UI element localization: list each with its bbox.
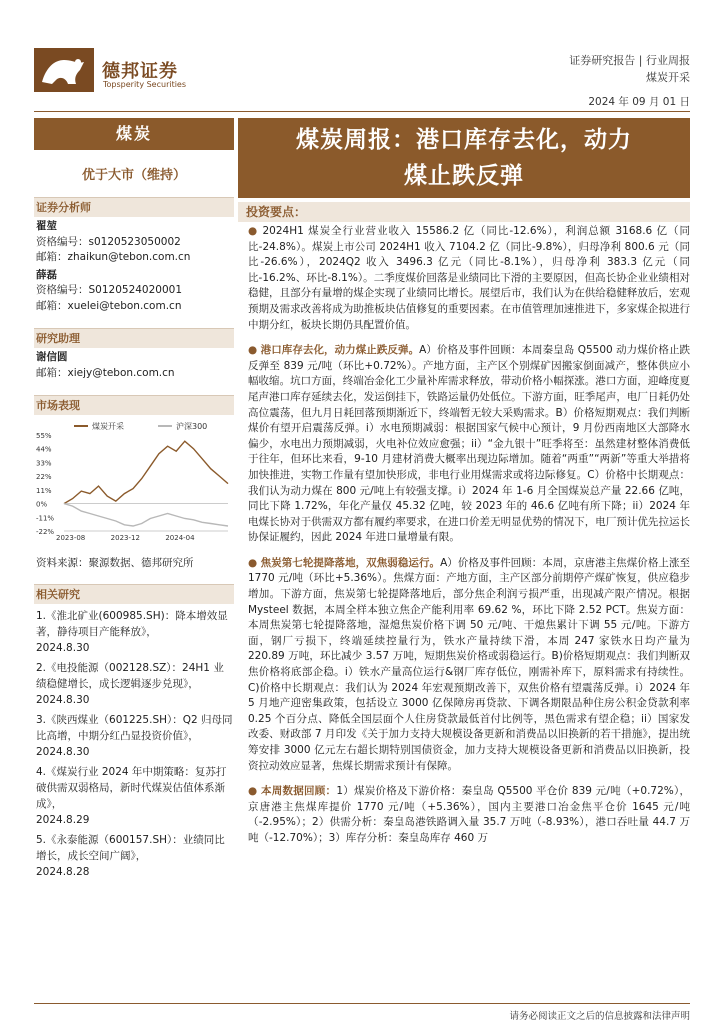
analyst-name: 薛磊: [36, 268, 57, 281]
paragraph-thermal-coal: ● 港口库存去化，动力煤止跌反弹。A）价格及事件回顾：本周秦皇岛 Q5500 动力煤价格止跌反弹至 839 元/吨（环比+0.72%）。产地方面，主产区个别煤矿因搬家倒面减产，整体供应小幅收缩。坑口方面，终端冶金化工少量补库需求释放，带动价格小幅探涨。港口方面，迎峰度夏尾声港口库存延续去化，发运倒挂下，铁路运量仍处低位。下游方面，旺季尾声，电厂日耗仍处高位震荡，但九月日耗回落预期渐近下，终端暂无较大采购需求。B）价格短期观点：我们判断煤价有望开启震荡反弹。i）水电预期减弱：根据国家气候中心预计，9 月份西南地区大部降水偏少，水电出力预期减弱，火电补位效应愈强；ii）“金九银十”旺季将至：虽然建材整体消费低于往年，但环比来看，9-10 月建材消费大概率出现边际增加。随着“两重”“两新”等重大举措将加快推进，实物工作量有望加快形成，非电行业用煤需求或将边际修复。C）价格中长期观点：我们认为动力煤在 800 元/吨上有较强支撑。i）2024 年 1-6 月全国煤炭总产量 22.66 亿吨，同比下降 1.72%，年化产量仅 45.32 亿吨，较 2023 年的 46.6 亿吨有所下降；ii）2024 年电煤长协对于供需双方都有履约率要求，在进口价差无明显优势的情况下，电厂预计优先拉运长协保证履约，因此 2024 年进口量增量有限。: [248, 344, 691, 544]
y-tick-label: 22%: [36, 473, 52, 482]
market-heading: 市场表现: [34, 395, 234, 415]
key-points-heading: 投资要点：: [238, 202, 690, 222]
analyst-cert: 资格编号：s0120523050002: [36, 235, 181, 248]
market-chart-svg: [34, 419, 234, 551]
report-body: [248, 224, 690, 857]
footer-divider: [34, 1003, 690, 1004]
series-line: [64, 441, 228, 503]
related-item[interactable]: [36, 832, 234, 880]
bullet-icon: ●: [248, 556, 261, 569]
bullet-icon: ●: [248, 785, 262, 798]
footer-disclaimer: 请务必阅读正文之后的信息披露和法律声明: [509, 1011, 690, 1022]
related-date: 2024.8.30: [36, 694, 90, 706]
related-list: [34, 608, 234, 880]
industry-name: 煤炭开采: [646, 71, 690, 84]
y-tick-label: 0%: [36, 500, 48, 509]
related-heading: 相关研究: [34, 584, 234, 604]
y-tick-label: 44%: [36, 445, 52, 454]
assistant-email: 邮箱：xiejy@tebon.com.cn: [36, 366, 175, 379]
chart-source: 资料来源：聚源数据、德邦研究所: [36, 557, 194, 569]
assistant: [34, 350, 234, 381]
header-divider: [34, 111, 690, 112]
y-tick-label: 33%: [36, 459, 52, 468]
assistant-heading: 研究助理: [34, 328, 234, 348]
analyst-1: [34, 219, 234, 266]
rating-label: 优于大市（维持）: [81, 168, 186, 183]
related-item[interactable]: [36, 712, 234, 760]
x-tick-label: 2023-08: [56, 534, 86, 542]
related-title: 1.《淮北矿业(600985.SH)：降本增效显著，静待项目产能释放》，: [36, 610, 228, 638]
related-title: 4.《煤炭行业 2024 年中期策略：复苏打破供需双弱格局，新时代煤炭估值体系渐成》，: [36, 766, 227, 810]
paragraph-heading: 焦炭第七轮提降落地，双焦弱稳运行。: [260, 556, 441, 569]
x-tick-label: 2024-04: [165, 534, 195, 542]
y-tick-label: -22%: [36, 528, 55, 536]
title-line-2: 煤止跌反弹: [404, 163, 524, 189]
bullet-icon: ●: [248, 225, 263, 237]
analysts-heading: 证券分析师: [34, 197, 234, 217]
related-date: 2024.8.28: [36, 866, 90, 878]
legend-label: 煤炭开采: [92, 422, 124, 431]
bullet-icon: ●: [248, 344, 261, 357]
paragraph-weekly-data: ● 本周数据回顾：1）煤炭价格及下游价格：秦皇岛 Q5500 平仓价 839 元/吨（+0.72%），京唐港主焦煤库提价 1770 元/吨（+5.36%），国内主要港口冶金焦平仓价 1645 元/吨（-2.95%）；2）供需分析：秦皇岛港铁路调入量 35.7 万吨（-8.93%），港口吞吐量 44.7 万吨（-12.70%）；3）库存分析：秦皇岛库存 460 万: [248, 785, 691, 844]
paragraph-heading: 本周数据回顾：: [261, 785, 337, 798]
paragraph-coking-coal: ● 焦炭第七轮提降落地，双焦弱稳运行。A）价格及事件回顾：本周，京唐港主焦煤价格上涨至 1770 元/吨（环比+5.36%）。焦煤方面：产地方面，主产区部分前期停产煤矿恢复，供应稳步增加。下游方面，焦炭第七轮提降落地后，部分焦企利润亏损严重，出现减产限产情况。根据 Mysteel 数据，本周全样本独立焦企产能利用率 69.62 %，环比下降 2.52 PCT。焦炭方面：本周焦炭第七轮提降落地，湿熄焦炭价格下调 50 元/吨、干熄焦累计下调 55 元/吨。下游方面，钢厂亏损下，终端延续控量行为，铁水产量持续下滑，本周 247 家铁水日均产量为 220.89 万吨，环比减少 3.57 万吨，短期焦炭价格或弱稳运行。B)价格短期观点：我们判断双焦价格将底部企稳。i）铁水产量高位运行&钢厂库存低位，刚需补库下，原料需求有持续性。C)价格中长期观点：我们认为 2024 年宏观预期改善下，双焦价格有望震荡反弹。i）2024 年 5 月地产迎密集政策，包括设立 3000 亿保障房再贷款、下调各期限品种住房公积金贷款利率 0.25 个百分点、降低全国层面个人住房贷款最低首付比例等，黑色需求有望企稳；ii）国家发改委、财政部 7 月印发《关于加力支持大规模设备更新和消费品以旧换新的若干措施》，提出统筹安排 3000 亿元左右超长期特别国债资金，加力支持大规模设备更新和消费品以旧换新，投资拉动效应显著，焦煤长期需求预计有保障。: [248, 556, 691, 772]
analyst-2: [34, 268, 234, 315]
title-line-1: 煤炭周报：港口库存去化，动力: [296, 127, 632, 153]
assistant-name: 谢信圆: [36, 351, 68, 363]
related-item[interactable]: [36, 660, 234, 708]
y-tick-label: 11%: [36, 486, 52, 495]
report-meta: [569, 52, 690, 86]
related-item[interactable]: [36, 764, 234, 828]
legend-label: 沪深300: [176, 422, 208, 431]
analyst-name: 翟堃: [36, 220, 57, 232]
report-header: [0, 0, 724, 112]
paragraph-summary: ● 2024H1 煤炭全行业营业收入 15586.2 亿（同比-12.6%），利润总额 3168.6 亿（同比-24.8%）。煤炭上市公司 2024H1 收入 7104.2 亿（同比-9.8%），归母净利 800.6 元（同比-26.6%），2024Q2 收入 3496.3 亿元（同比-8.1%），归母净利 383.3 亿元（同比-16.2%、环比-8.1%）。二季度煤价回落是业绩同比下滑的主要原因，但高长协企业业绩相对稳健，且部分有量增的煤企实现了业绩同比增长。展望后市，我们认为在供给稳健释放后，宏观预期及需求改善将成为助推板块估值修复的重要因素。在市值管理加速推进下，多家煤企拟进行中期分红，板块长期仍具配置价值。: [248, 225, 690, 331]
analyst-cert: 资格编号：S0120524020001: [36, 284, 183, 296]
company-logo-icon: [34, 48, 94, 92]
related-title: 3.《陕西煤业（601225.SH）：Q2 归母同比高增，中期分红凸显投资价值》，: [36, 714, 233, 742]
related-item[interactable]: [36, 608, 234, 656]
logo-subtitle: Topsperity Securities: [103, 80, 187, 89]
x-tick-label: 2023-12: [110, 534, 140, 542]
analyst-email: 邮箱：xuelei@tebon.com.cn: [36, 299, 182, 312]
logo-text: 德邦证券: [102, 61, 178, 82]
series-line: [64, 504, 228, 526]
left-sidebar: [34, 118, 234, 880]
sector-label: 煤炭: [34, 118, 234, 150]
report-title: [238, 118, 690, 198]
related-title: 2.《电投能源（002128.SZ）：24H1 业绩稳健增长，成长逻辑逐步兑现》，: [36, 662, 224, 690]
related-date: 2024.8.29: [36, 814, 90, 826]
related-title: 5.《永泰能源（600157.SH）：业绩同比增长，成长空间广阔》，: [36, 834, 225, 862]
related-date: 2024.8.30: [36, 642, 90, 654]
analyst-email: 邮箱：zhaikun@tebon.com.cn: [36, 251, 191, 263]
related-date: 2024.8.30: [36, 746, 90, 758]
report-date: 2024 年 09 月 01 日: [588, 96, 690, 108]
y-tick-label: -11%: [36, 514, 55, 523]
market-chart: [34, 419, 234, 551]
report-type: 证券研究报告 | 行业周报: [569, 54, 690, 67]
paragraph-heading: 港口库存去化，动力煤止跌反弹。: [260, 344, 420, 357]
y-tick-label: 55%: [36, 432, 52, 440]
